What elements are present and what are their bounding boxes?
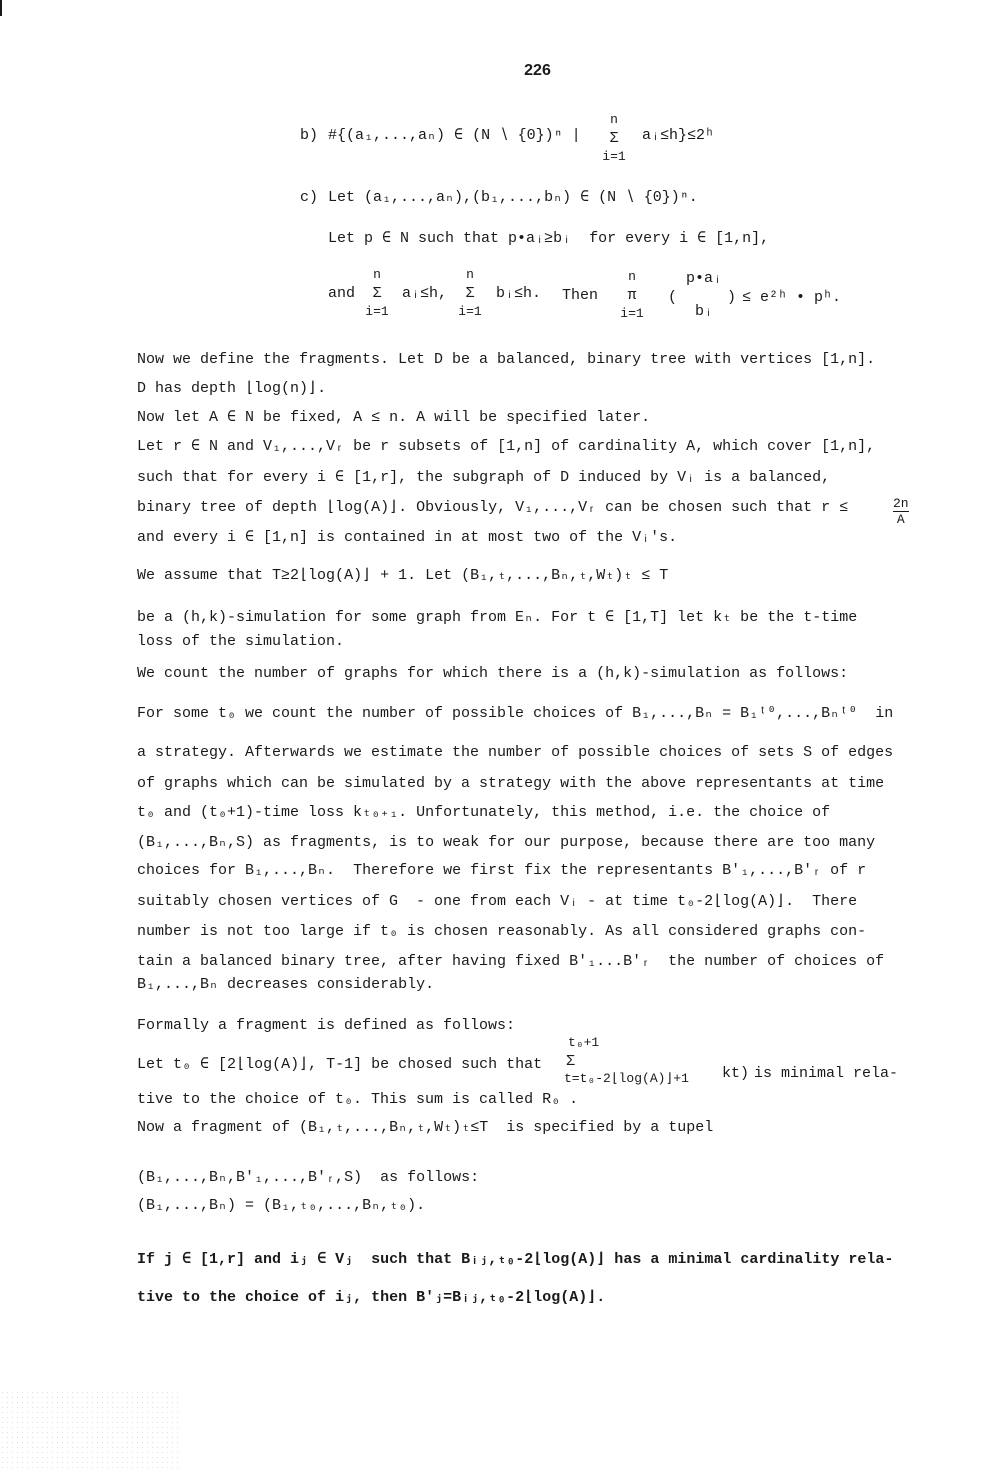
- item-c-bi: bᵢ≤h.: [496, 285, 542, 302]
- item-c-ai: aᵢ≤h,: [402, 285, 448, 302]
- item-b-set: #{(a₁,...,aₙ) ∈ (N ∖ {0})ⁿ |: [328, 127, 581, 144]
- item-c-line2: Let p ∈ N such that p•aᵢ≥bᵢ for every i ∈ [1,n],: [328, 230, 770, 247]
- item-b-sum-sigma: Σ: [609, 130, 619, 147]
- text-line: Now we define the fragments. Let D be a balanced, binary tree with vertices [1,n].: [137, 351, 876, 368]
- text-line: choices for B₁,...,Bₙ. Therefore we first fix the representants B'₁,...,B'ᵣ of r: [137, 862, 867, 879]
- item-c-binom-close: ): [727, 289, 737, 306]
- item-c-sum2-lower: i=1: [458, 304, 482, 319]
- text-line: (B₁,...,Bₙ,S) as fragments, is to weak for our purpose, because there are too many: [137, 834, 876, 851]
- item-c-sum1-upper: n: [373, 267, 381, 282]
- sum-r0-term: kt): [722, 1065, 750, 1082]
- text-line: such that for every i ∈ [1,r], the subgraph of D induced by Vᵢ is a balanced,: [137, 469, 831, 486]
- fraction-numerator: 2n: [893, 496, 909, 511]
- text-line: Now a fragment of (B₁,ₜ,...,Bₙ,ₜ,Wₜ)ₜ≤T is specified by a tupel: [137, 1119, 714, 1136]
- text-line: We count the number of graphs for which there is a (h,k)-simulation as follows:: [137, 665, 849, 682]
- text-line: Formally a fragment is defined as follows:: [137, 1017, 516, 1034]
- page-number: 226: [524, 62, 551, 79]
- item-c-label: c): [300, 189, 319, 206]
- text-line: is minimal rela-: [754, 1065, 899, 1082]
- item-c-sum2-upper: n: [466, 267, 474, 282]
- item-c-line1: Let (a₁,...,aₙ),(b₁,...,bₙ) ∈ (N ∖ {0})ⁿ.: [328, 189, 698, 206]
- sum-r0-sigma: Σ: [566, 1053, 576, 1070]
- scan-noise: [0, 1390, 180, 1470]
- text-line: binary tree of depth ⌊log(A)⌋. Obviously, V₁,...,Vᵣ can be chosen such that r ≤: [137, 499, 849, 516]
- text-line: We assume that T≥2⌊log(A)⌋ + 1. Let (B₁,ₜ,...,Bₙ,ₜ,Wₜ)ₜ ≤ T: [137, 567, 669, 584]
- text-line: and every i ∈ [1,n] is contained in at most two of the Vᵢ's.: [137, 529, 678, 546]
- text-line: tive to the choice of iⱼ, then B'ⱼ=Bᵢⱼ,ₜ₀-2⌊log(A)⌋.: [137, 1289, 606, 1306]
- text-line: a strategy. Afterwards we estimate the number of possible choices of sets S of edges: [137, 744, 894, 761]
- text-line: number is not too large if t₀ is chosen reasonably. As all considered graphs con-: [137, 923, 867, 940]
- item-c-binom-open: (: [668, 289, 678, 306]
- text-line: loss of the simulation.: [137, 633, 345, 650]
- text-line: D has depth ⌊log(n)⌋.: [137, 380, 327, 397]
- item-b-label: b): [300, 127, 319, 144]
- item-c-sum1-sigma: Σ: [372, 285, 382, 302]
- fraction-denominator: A: [896, 512, 905, 527]
- sum-r0-upper: t₀+1: [568, 1035, 600, 1050]
- text-line: (B₁,...,Bₙ) = (B₁,ₜ₀,...,Bₙ,ₜ₀).: [137, 1197, 426, 1214]
- fraction-2n-over-A: [893, 497, 909, 526]
- item-c-binom-top: p•aᵢ: [685, 270, 723, 287]
- scan-edge-mark: [0, 0, 2, 16]
- text-line: Now let A ∈ N be fixed, A ≤ n. A will be specified later.: [137, 409, 651, 426]
- sum-r0-lower: t=t₀-2⌊log(A)⌋+1: [564, 1071, 689, 1086]
- item-c-and: and: [328, 285, 356, 302]
- item-b-tail: aᵢ≤h}≤2ʰ: [642, 127, 715, 144]
- item-c-prod-upper: n: [628, 269, 636, 284]
- item-c-prod-lower: i=1: [620, 306, 644, 321]
- text-line: Let t₀ ∈ [2⌊log(A)⌋, T-1] be chosed such that: [137, 1056, 543, 1073]
- text-line: suitably chosen vertices of G - one from each Vᵢ - at time t₀-2⌊log(A)⌋. There: [137, 893, 858, 910]
- text-line: For some t₀ we count the number of possible choices of B₁,...,Bₙ = B₁ᵗ⁰,...,Bₙᵗ⁰ in: [137, 705, 894, 722]
- text-line: tain a balanced binary tree, after having fixed B'₁...B'ᵣ the number of choices of: [137, 953, 885, 970]
- text-line: If j ∈ [1,r] and iⱼ ∈ Vⱼ such that Bᵢⱼ,ₜ₀-2⌊log(A)⌋ has a minimal cardinality rela-: [137, 1251, 894, 1268]
- item-c-prod-pi: π: [627, 287, 637, 304]
- item-c-sum1-lower: i=1: [365, 304, 389, 319]
- item-c-sum2-sigma: Σ: [465, 285, 475, 302]
- item-c-then: Then: [562, 287, 599, 304]
- item-c-binom-bottom: bᵢ: [694, 303, 714, 320]
- text-line: of graphs which can be simulated by a strategy with the above representants at time: [137, 775, 885, 792]
- item-b-sum-lower: i=1: [602, 149, 626, 164]
- text-line: t₀ and (t₀+1)-time loss kₜ₀₊₁. Unfortunately, this method, i.e. the choice of: [137, 804, 831, 821]
- text-line: Let r ∈ N and V₁,...,Vᵣ be r subsets of [1,n] of cardinality A, which cover [1,n],: [137, 438, 876, 455]
- item-c-rhs: ≤ e²ʰ • pʰ.: [742, 289, 842, 306]
- text-line: be a (h,k)-simulation for some graph from Eₙ. For t ∈ [1,T] let kₜ be the t-time: [137, 609, 858, 626]
- text-line: B₁,...,Bₙ decreases considerably.: [137, 976, 435, 993]
- text-line: (B₁,...,Bₙ,B'₁,...,B'ᵣ,S) as follows:: [137, 1169, 480, 1186]
- text-line: tive to the choice of t₀. This sum is called R₀ .: [137, 1091, 579, 1108]
- item-b-sum-upper: n: [610, 112, 618, 127]
